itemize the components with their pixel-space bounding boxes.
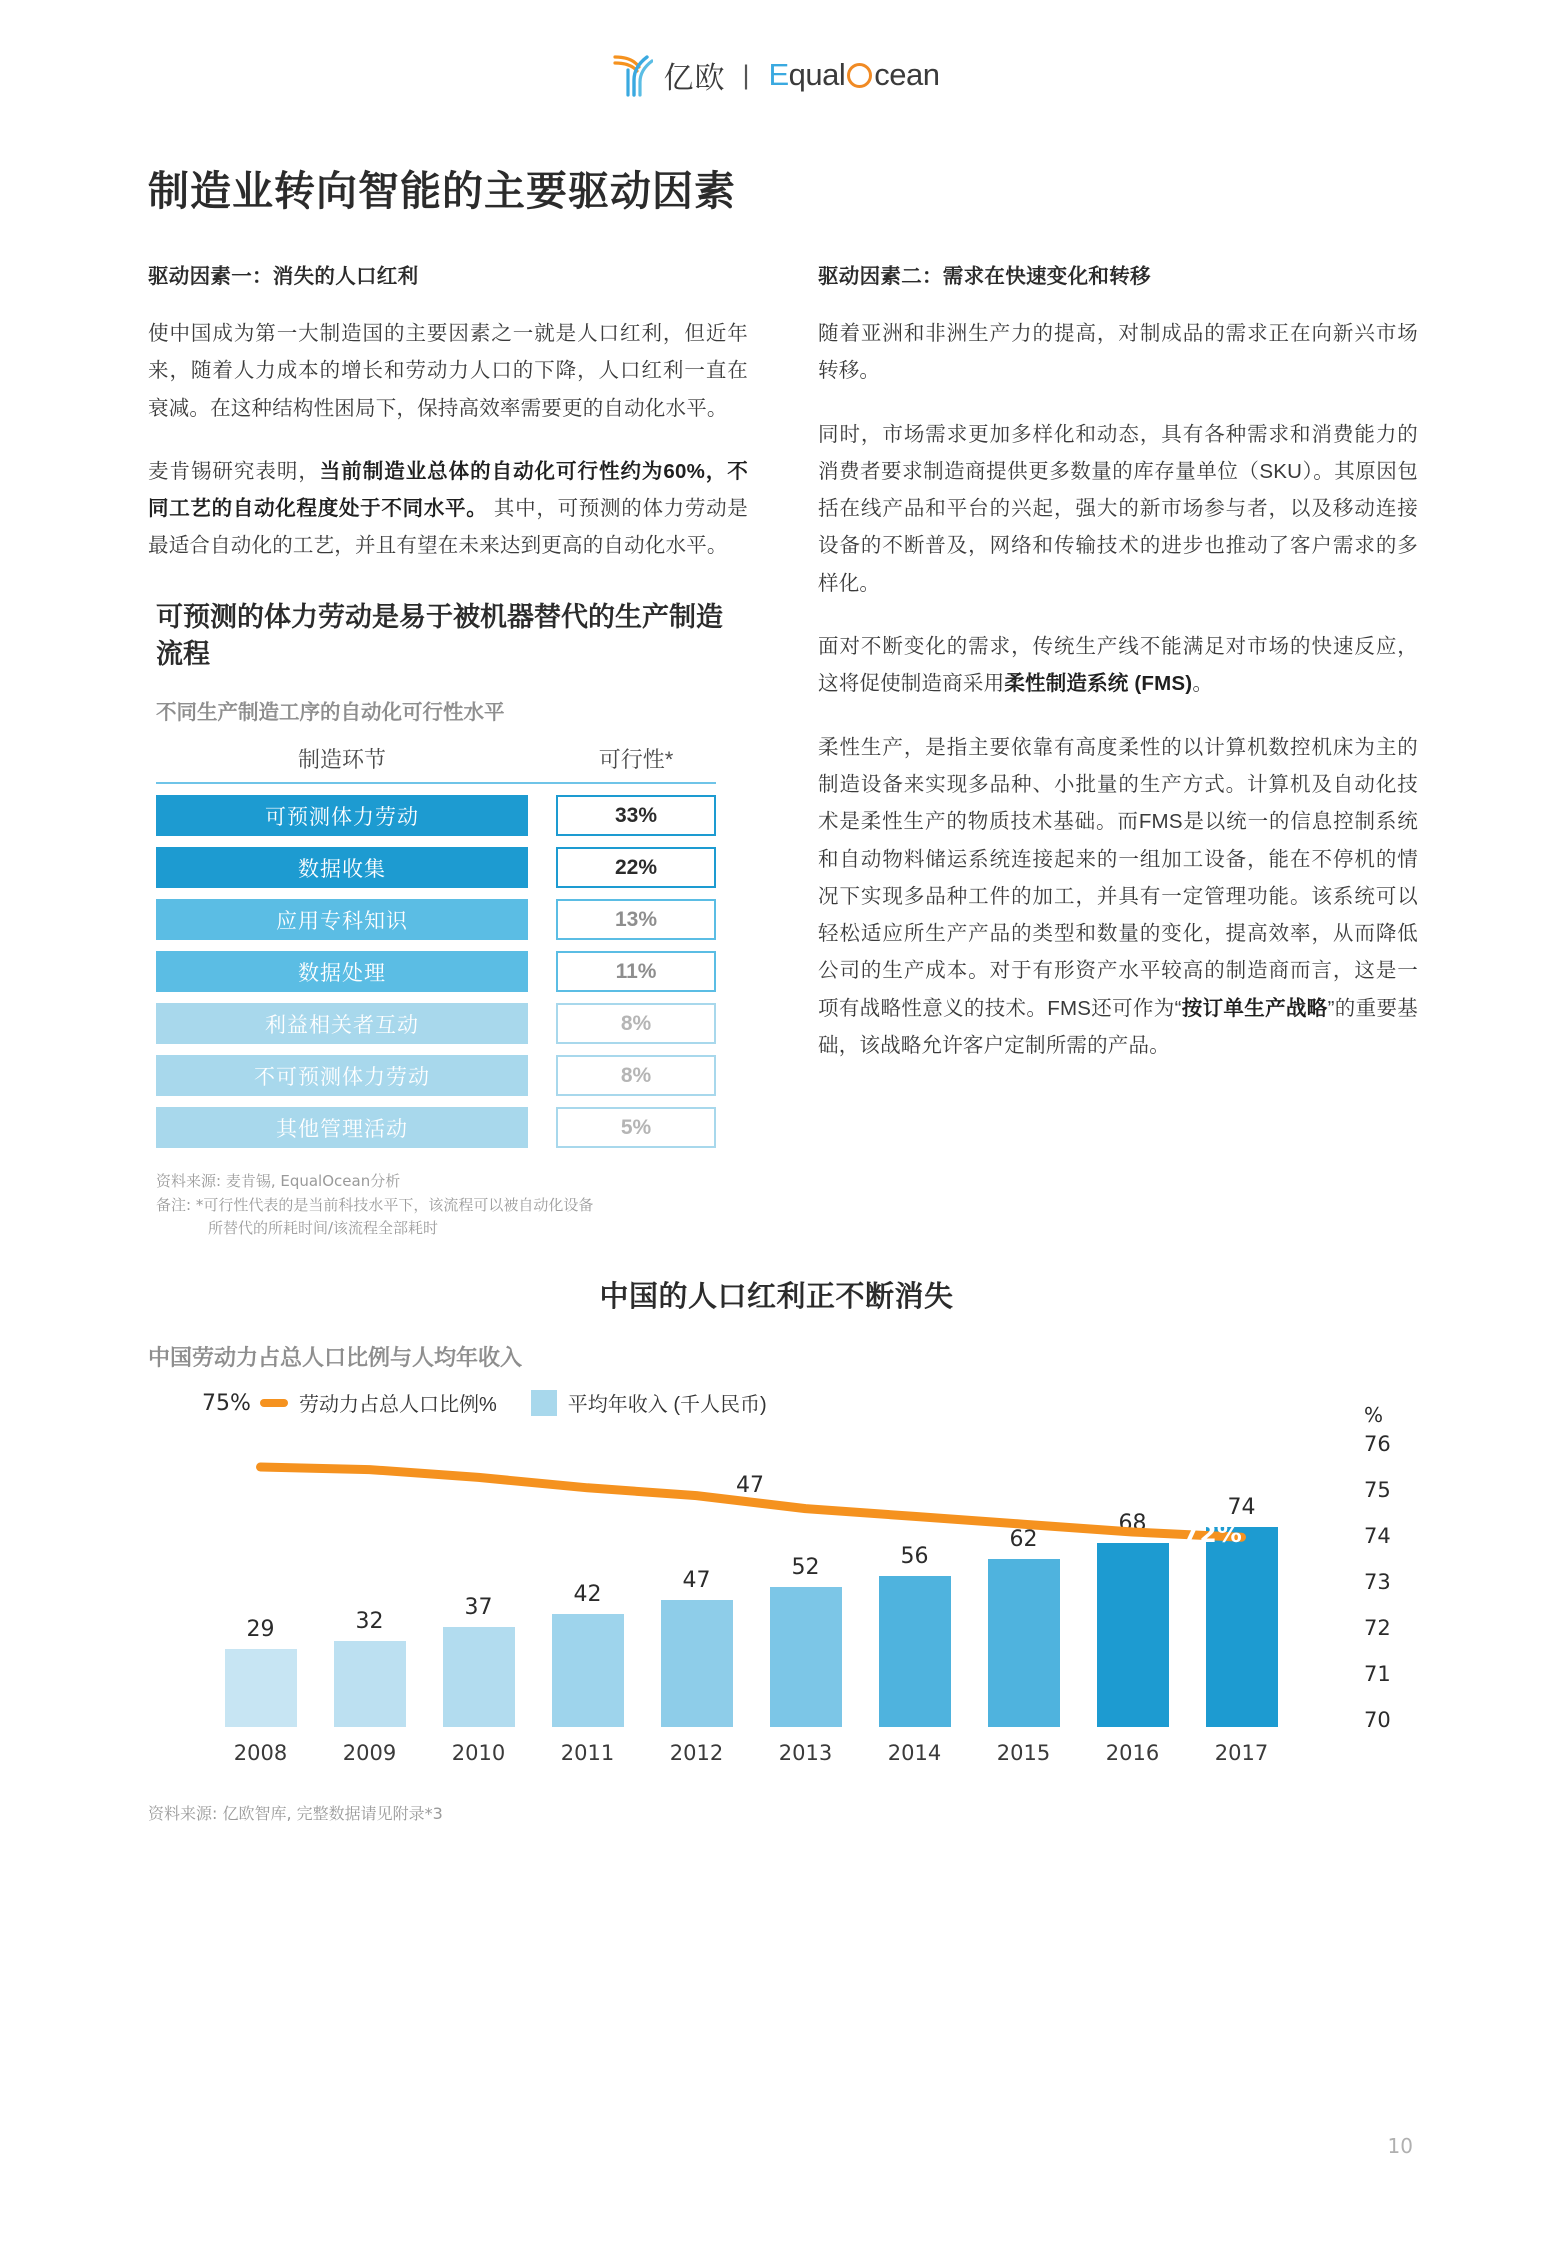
x-axis-tick: 2013 [778, 1741, 833, 1766]
bar [443, 1627, 515, 1727]
feasibility-value: 11% [556, 951, 716, 992]
column-header-process: 制造环节 [297, 747, 386, 773]
bar-column [969, 1427, 1078, 1727]
driver-two-heading: 驱动因素二：需求在快速变化和转移 [818, 265, 1151, 288]
driver-one-paragraph-2 [148, 453, 748, 565]
content-columns [148, 259, 1418, 1240]
bar-value-label: 37 [464, 1595, 493, 1621]
bar-column [642, 1427, 751, 1727]
bar [1097, 1543, 1169, 1727]
bar-series [206, 1427, 1296, 1727]
bar-value-label: 29 [246, 1616, 275, 1642]
para4-tail: ”的重要基础，该战略允许客户定制所需的产品。 [818, 996, 1419, 1058]
bar [770, 1587, 842, 1728]
x-axis-tick: 2016 [1105, 1741, 1160, 1766]
para2-lead: 麦肯锡研究表明， [148, 459, 320, 483]
left-column [148, 259, 748, 1240]
bar-column [424, 1427, 533, 1727]
line-label-mid: 47 [736, 1473, 764, 1499]
bar-value-label: 42 [573, 1581, 602, 1607]
axis-tick: 74 [1364, 1524, 1391, 1549]
table-row [156, 1055, 716, 1096]
legend-item-labor-ratio [260, 1388, 497, 1417]
para2-bold-1: 当前制造业总体的自动化可行性约为 [319, 459, 664, 483]
feasibility-table-body [156, 795, 716, 1148]
bar-column [1187, 1427, 1296, 1727]
bar-column [860, 1427, 969, 1727]
x-axis-tick: 2015 [996, 1741, 1051, 1766]
driver-two-paragraph-2: 同时，市场需求更加多样化和动态，具有各种需求和消费能力的消费者要求制造商提供更多数量的库存量单位（SKU）。其原因包括在线产品和平台的兴起，强大的新市场参与者，以及移动连接设备的不断普及，网络和传输技术的进步也推动了客户需求的多样化。 [818, 422, 1418, 595]
driver-two-paragraph-3 [818, 628, 1418, 703]
feasibility-table-rule [156, 782, 716, 784]
bar-value-label: 52 [791, 1554, 820, 1580]
right-axis [1364, 1403, 1418, 1756]
feasibility-source-note [156, 1170, 748, 1240]
page-title: 制造业转向智能的主要驱动因素 [148, 168, 736, 214]
x-axis-tick: 2011 [560, 1741, 615, 1766]
automation-feasibility-highlight: 60% [663, 459, 706, 483]
feasibility-section-heading: 可预测的体力劳动是易于被机器替代的生产制造流程 [156, 601, 723, 670]
legend-line-icon [260, 1399, 288, 1407]
logo-letter-e: E [768, 57, 789, 92]
page-header [0, 0, 1553, 150]
driver-one-heading: 驱动因素一：消失的人口红利 [148, 265, 419, 288]
source-line-1: 资料来源: 麦肯锡, EqualOcean分析 [156, 1172, 401, 1191]
bar [552, 1614, 624, 1728]
right-axis-unit: % [1364, 1403, 1384, 1428]
table-row [156, 951, 716, 992]
process-bar: 可预测体力劳动 [156, 795, 528, 836]
x-axis-tick: 2017 [1214, 1741, 1269, 1766]
axis-tick: 70 [1364, 1708, 1391, 1733]
process-bar: 不可预测体力劳动 [156, 1055, 528, 1096]
feasibility-table-header [156, 743, 716, 782]
bar [334, 1641, 406, 1727]
bar-column [315, 1427, 424, 1727]
x-axis-tick: 2010 [451, 1741, 506, 1766]
line-label-start: 75% [202, 1391, 251, 1417]
driver-two-paragraph-1: 随着亚洲和非洲生产力的提高，对制成品的需求正在向新兴市场转移。 [818, 322, 1418, 383]
bar-value-label: 47 [682, 1568, 711, 1594]
bar-value-label: 68 [1118, 1511, 1147, 1537]
axis-tick: 73 [1364, 1570, 1391, 1595]
bar-value-label: 56 [900, 1543, 929, 1569]
feasibility-value: 8% [556, 1055, 716, 1096]
table-row [156, 899, 716, 940]
bottom-chart-subtitle: 中国劳动力占总人口比例与人均年收入 [148, 1345, 523, 1371]
axis-tick: 72 [1364, 1616, 1391, 1641]
para2-tail: 其中，可预测的体力劳动是最适合自动化的工艺，并且有望在未来达到更高的自动化水平。 [148, 497, 749, 558]
fms-term: 柔性制造系统 (FMS) [1004, 672, 1193, 696]
logo-divider: | [742, 59, 750, 90]
feasibility-value: 22% [556, 847, 716, 888]
process-bar: 数据收集 [156, 847, 528, 888]
feasibility-value: 8% [556, 1003, 716, 1044]
bar-column [206, 1427, 315, 1727]
logo-text-brand [768, 57, 939, 93]
process-bar: 利益相关者互动 [156, 1003, 528, 1044]
table-row [156, 1003, 716, 1044]
para2-bold-2: ，不同工艺的自动化程度处于不同水平。 [148, 459, 748, 521]
bar [1206, 1527, 1278, 1727]
feasibility-table [156, 743, 716, 1148]
logo-text-cn: 亿欧 [663, 61, 726, 96]
process-bar: 其他管理活动 [156, 1107, 528, 1148]
mto-strategy-term: 按订单生产战略 [1181, 996, 1328, 1020]
chart-legend [260, 1388, 1553, 1417]
bar-value-label: 74 [1227, 1495, 1256, 1521]
driver-two-paragraph-4 [818, 729, 1418, 1065]
para4-lead: 柔性生产，是指主要依靠有高度柔性的以计算机数控机床为主的制造设备来实现多品种、小批量的生产方式。计算机及自动化技术是柔性生产的物质技术基础。而FMS是以统一的信息控制系统和自动物料储运系统连接起来的一组加工设备，能在不停机的情况下实现多品种工件的加工，并具有一定管理功能。该系统可以轻松适应所生产产品的类型和数量的变化，提高效率，从而降低公司的生产成本。对于有形资产水平较高的制造商而言，这是一项有战略性意义的技术。FMS还可作为“ [818, 735, 1418, 1020]
x-axis-tick: 2012 [669, 1741, 724, 1766]
line-label-end: 72% [1182, 1519, 1242, 1549]
logo-letter-o-icon [847, 63, 872, 88]
x-axis-tick: 2008 [233, 1741, 288, 1766]
bar [988, 1559, 1060, 1727]
para3-tail: 。 [1192, 672, 1214, 696]
axis-tick: 71 [1364, 1662, 1391, 1687]
x-axis-labels [206, 1741, 1296, 1765]
bottom-chart-source: 资料来源: 亿欧智库, 完整数据请见附录*3 [148, 1804, 443, 1824]
para3-lead: 面对不断变化的需求，传统生产线不能满足对市场的快速反应，这将促使制造商采用 [818, 635, 1418, 696]
column-header-feasibility: 可行性* [598, 747, 674, 773]
feasibility-value: 5% [556, 1107, 716, 1148]
right-column [818, 259, 1418, 1240]
source-line-2: 备注: *可行性代表的是当前科技水平下，该流程可以被自动化设备 [156, 1195, 594, 1214]
bar [661, 1600, 733, 1727]
bar-column [1078, 1427, 1187, 1727]
bottom-chart-title: 中国的人口红利正不断消失 [599, 1281, 954, 1314]
x-axis-tick: 2009 [342, 1741, 397, 1766]
legend-label-avg-income: 平均年收入 (千人民币) [567, 1394, 767, 1417]
source-line-3: 所替代的所耗时间/该流程全部耗时 [208, 1218, 439, 1237]
bar [225, 1649, 297, 1727]
brand-logo [613, 53, 939, 97]
legend-item-avg-income [531, 1388, 767, 1417]
table-row [156, 795, 716, 836]
equalocean-logo-icon [613, 53, 653, 97]
feasibility-value: 33% [556, 795, 716, 836]
page-number: 10 [1387, 2134, 1413, 2158]
feasibility-value: 13% [556, 899, 716, 940]
bar-column [533, 1427, 642, 1727]
logo-letters-cean: cean [874, 57, 940, 92]
bar [879, 1576, 951, 1727]
driver-one-paragraph-1: 使中国成为第一大制造国的主要因素之一就是人口红利，但近年来，随着人力成本的增长和劳动力人口的下降，人口红利一直在衰减。在这种结构性困局下，保持高效率需要更的自动化水平。 [148, 322, 748, 420]
feasibility-chart-subtitle: 不同生产制造工序的自动化可行性水平 [156, 701, 505, 725]
bar-value-label: 32 [355, 1608, 384, 1634]
bottom-chart-section [0, 1274, 1553, 1824]
legend-swatch-icon [531, 1390, 557, 1416]
bar-value-label: 62 [1009, 1527, 1038, 1553]
axis-tick: 76 [1364, 1432, 1391, 1457]
process-bar: 应用专科知识 [156, 899, 528, 940]
table-row [156, 1107, 716, 1148]
logo-letters-qual: qual [788, 57, 846, 92]
right-axis-ticks [1364, 1434, 1418, 1731]
table-row [156, 847, 716, 888]
legend-label-labor-ratio: 劳动力占总人口比例% [299, 1394, 497, 1417]
x-axis-tick: 2014 [887, 1741, 942, 1766]
axis-tick: 75 [1364, 1478, 1391, 1503]
bar-column [751, 1427, 860, 1727]
process-bar: 数据处理 [156, 951, 528, 992]
